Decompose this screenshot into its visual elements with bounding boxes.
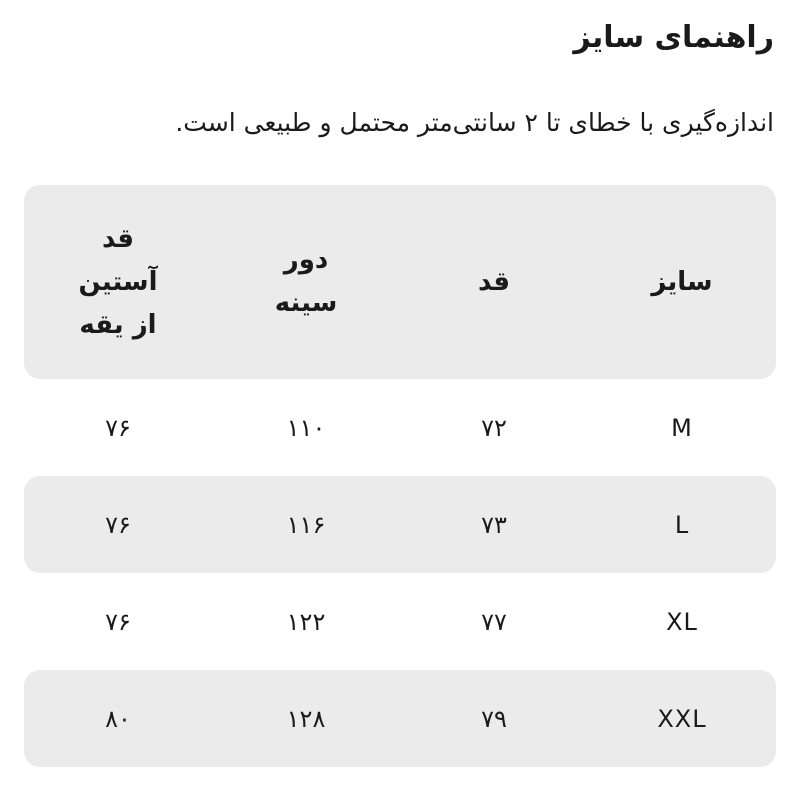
size-table — [24, 185, 776, 767]
cell-length: ۷۲ — [481, 413, 507, 442]
header-sleeve-line-1: قد — [101, 223, 135, 254]
header-sleeve-line-2: آستین — [78, 266, 158, 297]
cell-sleeve: ۷۶ — [105, 607, 131, 636]
table-row — [24, 379, 776, 476]
table-row — [24, 476, 776, 573]
cell-sleeve: ۷۶ — [105, 510, 131, 539]
cell-sleeve: ۸۰ — [105, 704, 131, 733]
table-header-row — [24, 185, 776, 379]
header-size — [588, 261, 776, 304]
page-title: راهنمای سایز — [573, 20, 774, 55]
header-chest-line-1: دور — [283, 245, 329, 275]
cell-chest: ۱۱۶ — [286, 510, 326, 539]
table-row — [24, 573, 776, 670]
cell-chest: ۱۲۸ — [286, 704, 326, 733]
header-sleeve — [24, 218, 212, 347]
header-chest — [212, 239, 400, 325]
cell-size: XXL — [657, 704, 707, 733]
table-row — [24, 670, 776, 767]
cell-length: ۷۷ — [481, 607, 507, 636]
cell-length: ۷۳ — [481, 510, 507, 539]
cell-length: ۷۹ — [481, 704, 507, 733]
measurement-note: اندازه‌گیری با خطای تا ۲ سانتی‌متر محتمل و طبیعی است. — [175, 108, 774, 137]
cell-size: M — [671, 413, 693, 442]
cell-sleeve: ۷۶ — [105, 413, 131, 442]
cell-size: XL — [666, 607, 698, 636]
cell-chest: ۱۲۲ — [286, 607, 326, 636]
cell-chest: ۱۱۰ — [286, 413, 326, 442]
header-chest-line-2: سینه — [274, 288, 338, 318]
header-sleeve-line-3: از یقه — [79, 309, 157, 340]
header-length — [400, 261, 588, 304]
header-length-line: قد — [477, 266, 511, 297]
cell-size: L — [674, 510, 690, 539]
header-size-line: سایز — [651, 266, 713, 297]
